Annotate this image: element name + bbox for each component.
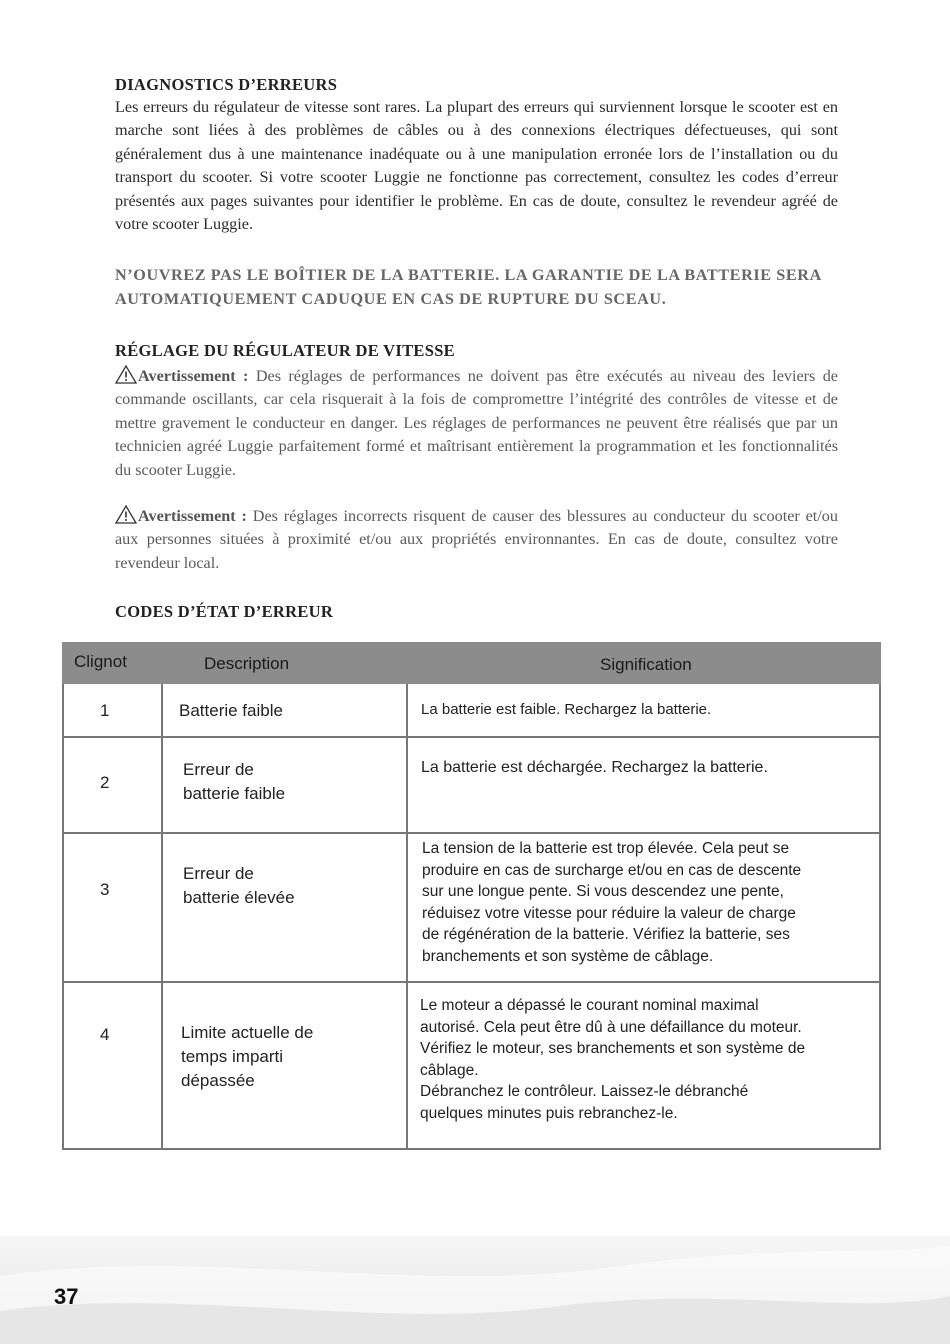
meaning-line: sur une longue pente. Si vous descendez une pente, (422, 883, 784, 900)
description-line: Limite actuelle de (181, 1023, 314, 1042)
warning-label: Avertissement : (138, 507, 247, 525)
row-description (183, 862, 295, 910)
heading-diagnostics: DIAGNOSTICS D’ERREURS (115, 75, 338, 94)
warning-triangle-icon (115, 505, 137, 524)
meaning-line: câblage. (420, 1061, 479, 1079)
warning-paragraph-2 (115, 505, 838, 575)
error-codes-table (62, 642, 881, 1150)
row-code: 3 (100, 880, 110, 899)
row-description: Batterie faible (179, 701, 283, 720)
warning-label: Avertissement : (138, 367, 249, 385)
table-row-divider (62, 981, 881, 983)
table-row-divider (62, 736, 881, 738)
description-line: batterie faible (183, 784, 286, 803)
row-description (181, 1021, 313, 1093)
row-description (183, 758, 285, 806)
battery-warning: N’OUVREZ PAS LE BOÎTIER DE LA BATTERIE. LA GARANTIE DE LA BATTERIE SERA AUTOMATIQUEMENT CADUQUE EN CAS DE RUPTURE DU SCEAU. (115, 266, 821, 308)
paragraph-diagnostics: Les erreurs du régulateur de vitesse sont rares. La plupart des erreurs qui surviennent lorsque le scooter est en marche sont liées à des problèmes de câbles ou à des connexions électriques défectueuses, qui sont généralement dus à une maintenance inadéquate ou à une manipulation erronée lors de l’installation ou du transport du scooter. Si votre scooter Luggie ne fonctionne pas correctement, consultez les codes d’erreur présentés aux pages suivantes pour identifier le problème. En cas de doute, consultez le revendeur agréé de votre scooter Luggie. (115, 98, 838, 234)
row-code: 4 (100, 1025, 110, 1044)
warning-text: Des réglages de performances ne doivent pas être exécutés au niveau des leviers de commande oscillants, car cela risquerait à la fois de compromettre l’intégrité des contrôles de vitesse et de mettre gravement le conducteur en danger. Les réglages de performances ne peuvent être réalisés que par un technicien agréé Luggie parfaitement formé et maîtrisant entièrement la programmation et les fonctionnalités du scooter Luggie. (115, 367, 838, 479)
heading-error-codes: CODES D’ÉTAT D’ERREUR (115, 602, 334, 621)
footer-wave-decoration (0, 1236, 950, 1344)
meaning-line: Vérifiez le moteur, ses branchements et son système de (420, 1040, 806, 1057)
header-code: Clignot (74, 652, 127, 671)
header-description: Description (204, 654, 290, 673)
meaning-line: Le moteur a dépassé le courant nominal maximal (420, 997, 759, 1014)
description-line: dépassée (181, 1071, 255, 1090)
row-code: 2 (100, 773, 110, 792)
meaning-line: branchements et son système de câblage. (422, 947, 714, 965)
table-border-left (62, 684, 64, 1150)
meaning-line: de régénération de la batterie. Vérifiez la batterie, ses (422, 926, 790, 943)
header-meaning: Signification (600, 655, 692, 674)
meaning-line: produire en cas de surcharge et/ou en cas de descente (422, 861, 802, 879)
description-line: Erreur de (183, 864, 254, 883)
meaning-line: Débranchez le contrôleur. Laissez-le débranché (420, 1083, 749, 1100)
table-border-right (879, 684, 881, 1150)
row-meaning (422, 838, 801, 967)
warning-paragraph-1 (115, 365, 838, 482)
table-divider (406, 684, 408, 1150)
row-code: 1 (100, 701, 110, 720)
row-meaning: La batterie est faible. Rechargez la batterie. (421, 701, 712, 718)
page-number: 37 (54, 1284, 79, 1309)
meaning-line: autorisé. Cela peut être dû à une défaillance du moteur. (420, 1018, 802, 1036)
meaning-line: réduisez votre vitesse pour réduire la valeur de charge (422, 904, 796, 922)
table-row-divider (62, 832, 881, 834)
heading-speed-regulator: RÉGLAGE DU RÉGULATEUR DE VITESSE (115, 341, 455, 360)
page-footer (0, 1236, 950, 1344)
table-header (62, 642, 881, 684)
warning-text: Des réglages incorrects risquent de causer des blessures au conducteur du scooter et/ou aux personnes situées à proximité et/ou aux propriétés environnantes. En cas de doute, consultez votre revendeur local. (115, 507, 838, 572)
description-line: batterie élevée (183, 888, 295, 907)
table-divider (161, 684, 163, 1150)
warning-triangle-icon (115, 365, 137, 384)
description-line: Erreur de (183, 760, 254, 779)
meaning-line: quelques minutes puis rebranchez-le. (420, 1104, 678, 1122)
description-line: temps imparti (181, 1047, 284, 1066)
row-meaning: La batterie est déchargée. Rechargez la batterie. (421, 759, 768, 776)
row-meaning (420, 995, 805, 1124)
table-border-bottom (62, 1148, 881, 1150)
meaning-line: La tension de la batterie est trop élevée. Cela peut se (422, 840, 790, 857)
